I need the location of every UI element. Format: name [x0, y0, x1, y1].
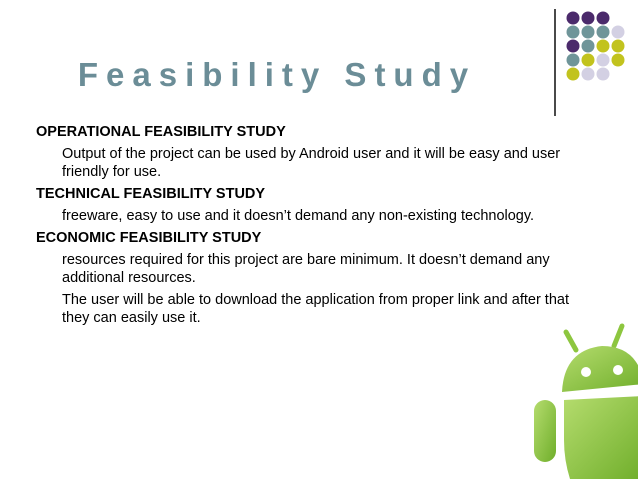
section-paragraph: freeware, easy to use and it doesn’t demand any non-existing technology. — [62, 208, 535, 224]
slide-content — [36, 123, 596, 331]
slide-title: Feasibility Study — [77, 56, 477, 93]
section-paragraph: The user will be able to download the application from proper link and after that they can easily use it. — [62, 292, 569, 326]
section-heading: OPERATIONAL FEASIBILITY STUDY — [36, 124, 286, 140]
section-operational — [36, 123, 596, 181]
section-heading: ECONOMIC FEASIBILITY STUDY — [36, 230, 262, 246]
section-paragraph: Output of the project can be used by Android user and it will be easy and user friendly for use. — [62, 146, 561, 180]
section-economic — [36, 229, 596, 327]
section-heading: TECHNICAL FEASIBILITY STUDY — [36, 186, 266, 202]
dot-grid-decoration — [555, 10, 635, 94]
section-paragraph: resources required for this project are bare minimum. It doesn’t demand any additional resources. — [62, 252, 550, 286]
android-robot-icon — [534, 320, 638, 479]
section-technical — [36, 185, 596, 225]
title-divider-line — [554, 9, 556, 116]
